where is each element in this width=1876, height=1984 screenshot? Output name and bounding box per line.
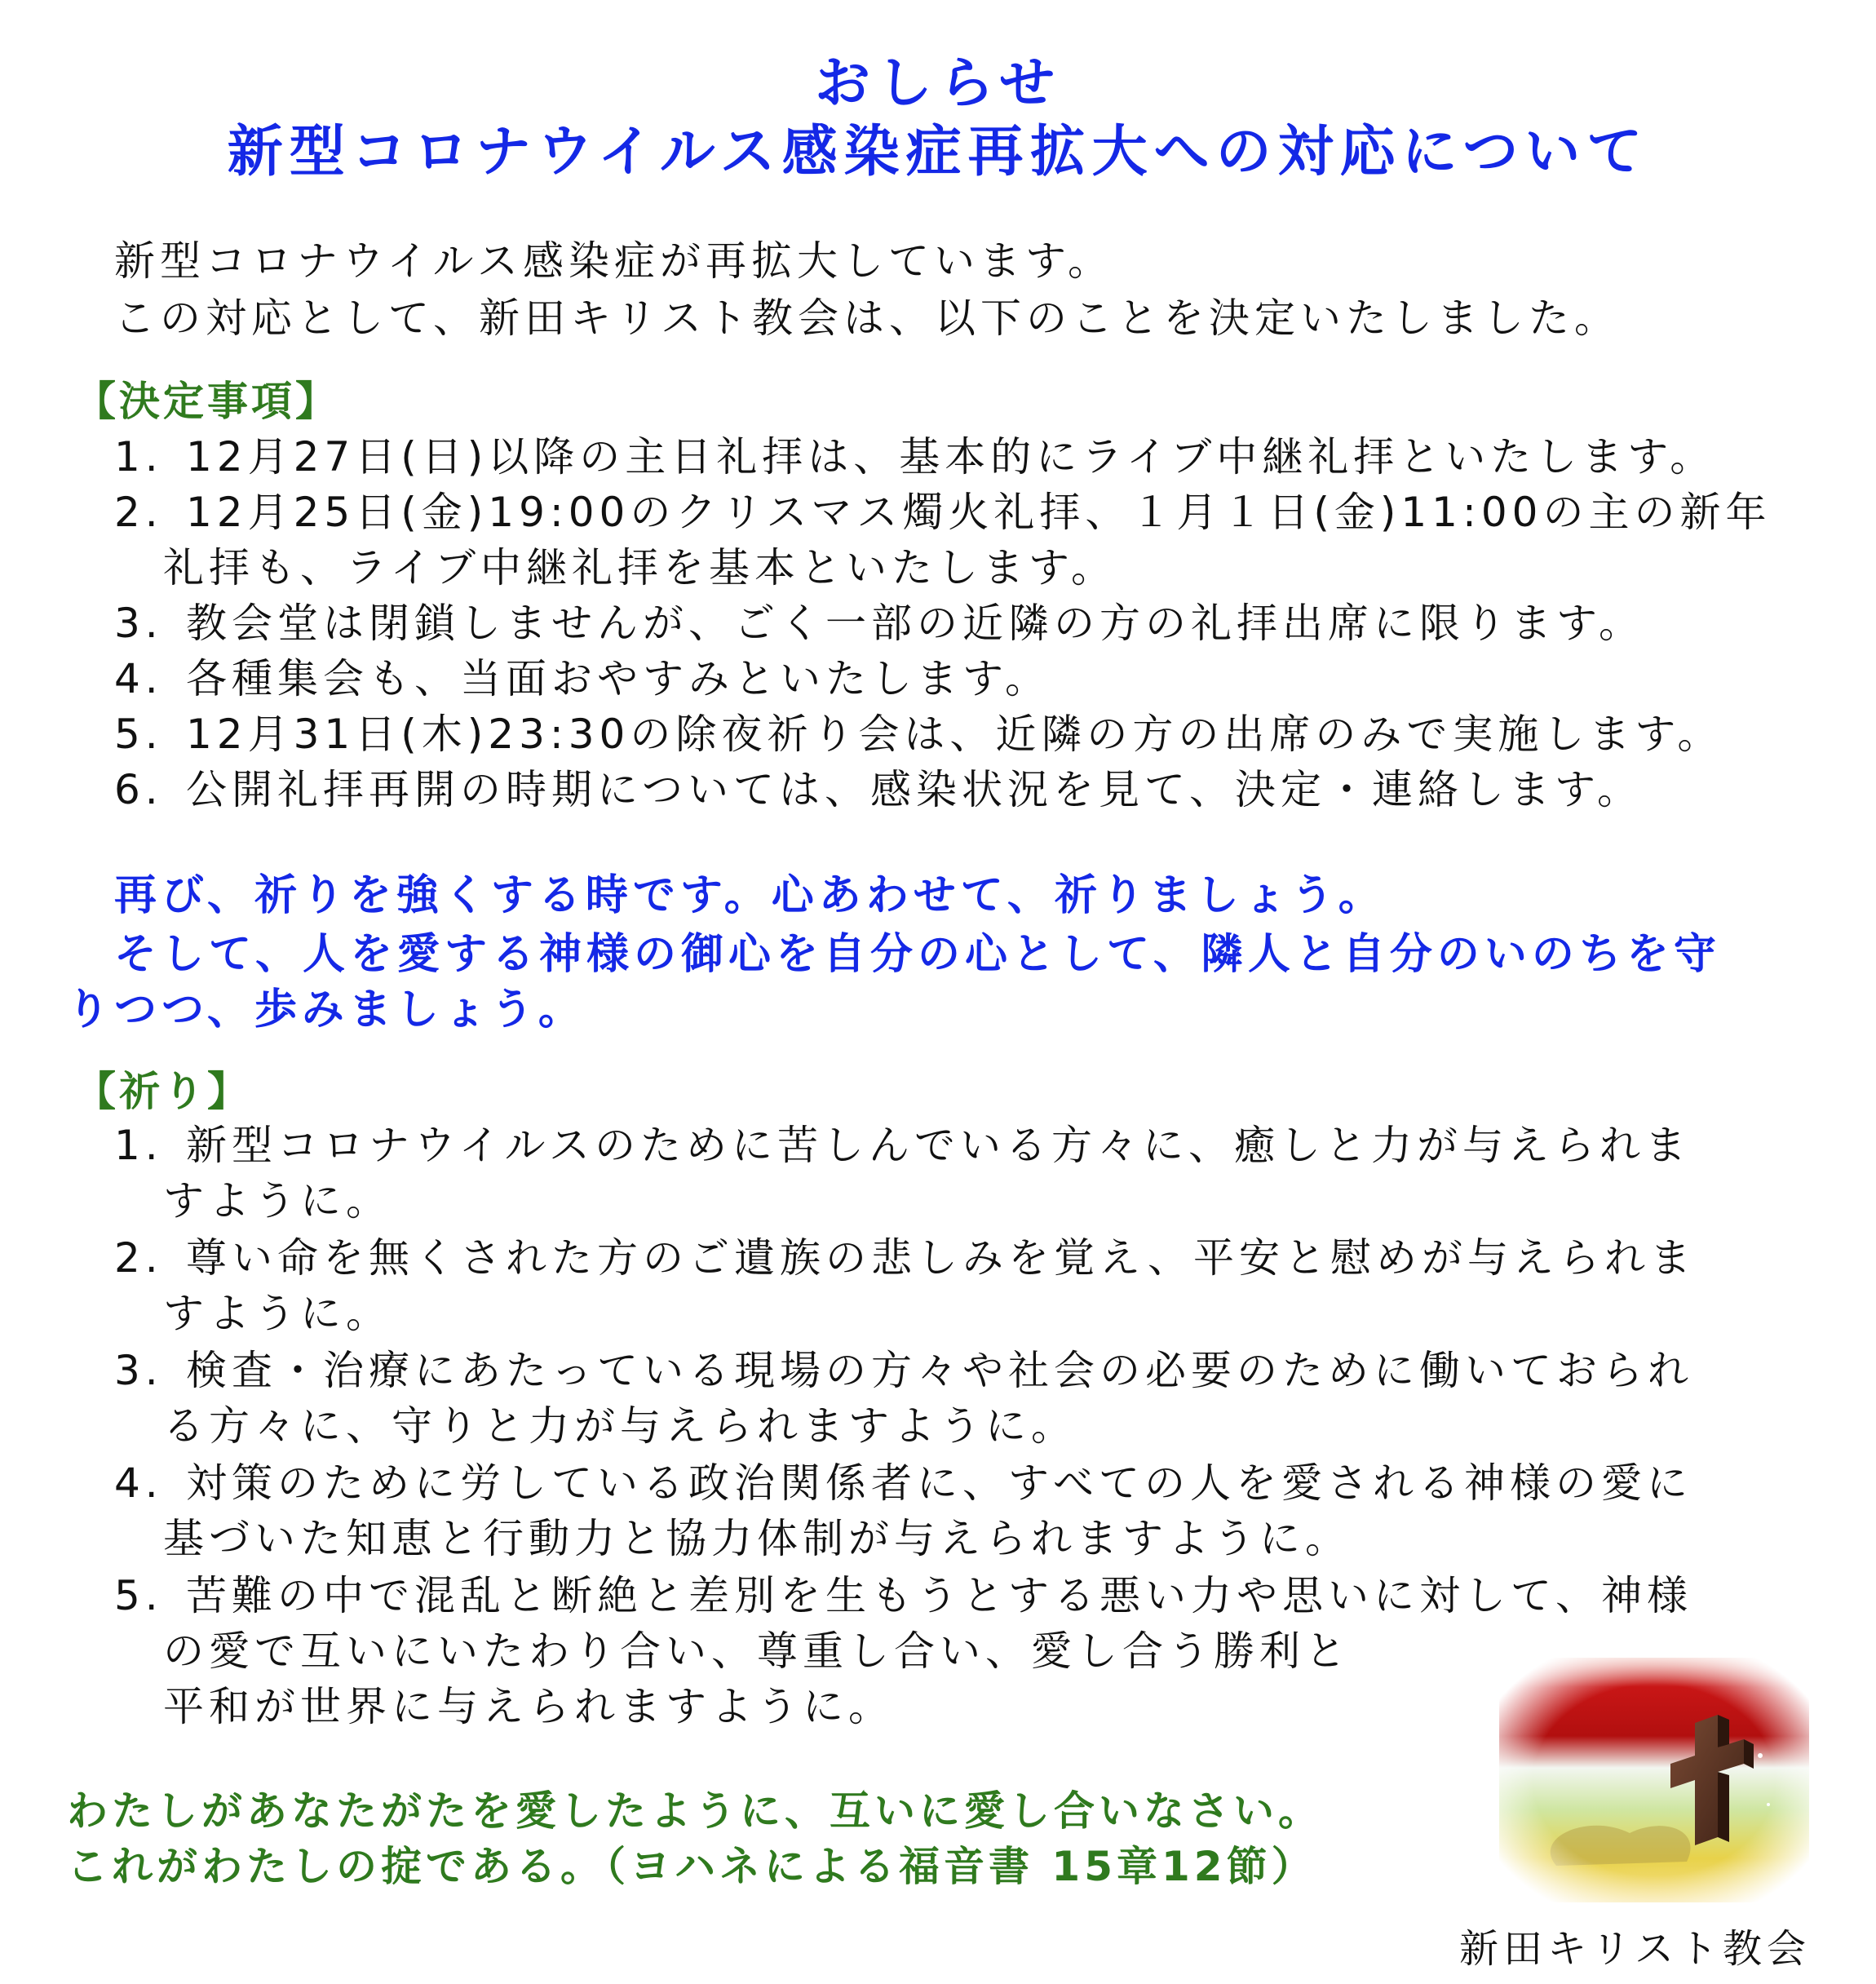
prayer-number: 1. xyxy=(114,1122,163,1169)
prayer-item-4-cont: 基づいた知恵と行動力と協力体制が与えられますように。 xyxy=(163,1515,1351,1562)
decision-item-2-cont: 礼拝も、ライブ中継礼拝を基本といたします。 xyxy=(163,544,1117,591)
decision-number: 6. xyxy=(114,766,163,813)
prayer-item-1-cont: すように。 xyxy=(163,1177,392,1224)
decision-item-5 xyxy=(114,710,1723,759)
prayer-item-1 xyxy=(114,1121,1691,1170)
decision-number: 2. xyxy=(114,489,163,536)
verse-line-2: これがわたしの掟である。（ヨハネによる福音書 15章12節） xyxy=(67,1843,1316,1890)
decision-text: 12月31日(木)23:30の除夜祈り会は、近隣の方の出席のみで実施します。 xyxy=(186,711,1723,758)
prayer-item-4 xyxy=(114,1459,1692,1508)
prayer-text: 対策のために労している政治関係者に、すべての人を愛される神様の愛に xyxy=(186,1459,1692,1507)
prayer-number: 3. xyxy=(114,1347,163,1394)
intro-line-1: 新型コロナウイルス感染症が再拡大しています。 xyxy=(114,237,1113,285)
message-line-1: 再び、祈りを強くする時です。心あわせて、祈りましょう。 xyxy=(114,871,1386,920)
prayer-number: 2. xyxy=(114,1234,163,1282)
message-line-2: そして、人を愛する神様の御心を自分の心として、隣人と自分のいのちを守 xyxy=(114,930,1721,979)
decision-number: 3. xyxy=(114,600,163,647)
prayer-item-5-cont-2: 平和が世界に与えられますように。 xyxy=(163,1683,894,1730)
prayer-item-5 xyxy=(114,1571,1692,1620)
intro-line-2: この対応として、新田キリスト教会は、以下のことを決定いたしました。 xyxy=(114,294,1620,342)
prayer-text: 新型コロナウイルスのために苦しんでいる方々に、癒しと力が与えられま xyxy=(186,1122,1691,1169)
message-line-3: りつつ、歩みましょう。 xyxy=(67,985,586,1034)
verse-line-1: わたしがあなたがたを愛したように、互いに愛し合いなさい。 xyxy=(67,1787,1323,1835)
title-subject: 新型コロナウイルス感染症再拡大への対応について xyxy=(227,120,1649,184)
prayer-text: 尊い命を無くされた方のご遺族の悲しみを覚え、平安と慰めが与えられま xyxy=(186,1234,1696,1282)
decisions-heading: 【決定事項】 xyxy=(75,378,339,425)
decision-text: 12月25日(金)19:00のクリスマス燭火礼拝、１月１日(金)11:00の主の新年 xyxy=(186,489,1772,536)
church-signature: 新田キリスト教会 xyxy=(1458,1926,1811,1972)
decision-item-1 xyxy=(114,432,1715,481)
title-notice: おしらせ xyxy=(815,51,1061,116)
prayers-heading: 【祈り】 xyxy=(75,1068,251,1115)
prayer-item-3-cont: る方々に、守りと力が与えられますように。 xyxy=(163,1402,1077,1450)
decision-text: 教会堂は閉鎖しませんが、ごく一部の近隣の方の礼拝出席に限ります。 xyxy=(186,600,1644,647)
prayer-item-5-cont-1: の愛で互いにいたわり合い、尊重し合い、愛し合う勝利と xyxy=(163,1628,1351,1675)
prayer-number: 4. xyxy=(114,1459,163,1507)
prayer-text: 検査・治療にあたっている現場の方々や社会の必要のために働いておられ xyxy=(186,1347,1693,1394)
decision-text: 各種集会も、当面おやすみといたします。 xyxy=(186,655,1051,702)
prayer-item-2 xyxy=(114,1233,1696,1282)
prayer-number: 5. xyxy=(114,1572,163,1619)
decision-number: 4. xyxy=(114,655,163,702)
decision-item-4 xyxy=(114,654,1051,703)
cross-illustration xyxy=(1499,1658,1809,1902)
decision-text: 公開礼拝再開の時期については、感染状況を見て、決定・連絡します。 xyxy=(186,766,1643,813)
prayer-item-2-cont: すように。 xyxy=(163,1290,392,1337)
decision-item-6 xyxy=(114,765,1643,814)
decision-number: 5. xyxy=(114,711,163,758)
decision-number: 1. xyxy=(114,433,163,480)
decision-text: 12月27日(日)以降の主日礼拝は、基本的にライブ中継礼拝といたします。 xyxy=(186,433,1716,480)
decision-item-2 xyxy=(114,488,1771,537)
prayer-text: 苦難の中で混乱と断絶と差別を生もうとする悪い力や思いに対して、神様 xyxy=(186,1572,1692,1619)
prayer-item-3 xyxy=(114,1346,1693,1395)
decision-item-3 xyxy=(114,599,1644,648)
